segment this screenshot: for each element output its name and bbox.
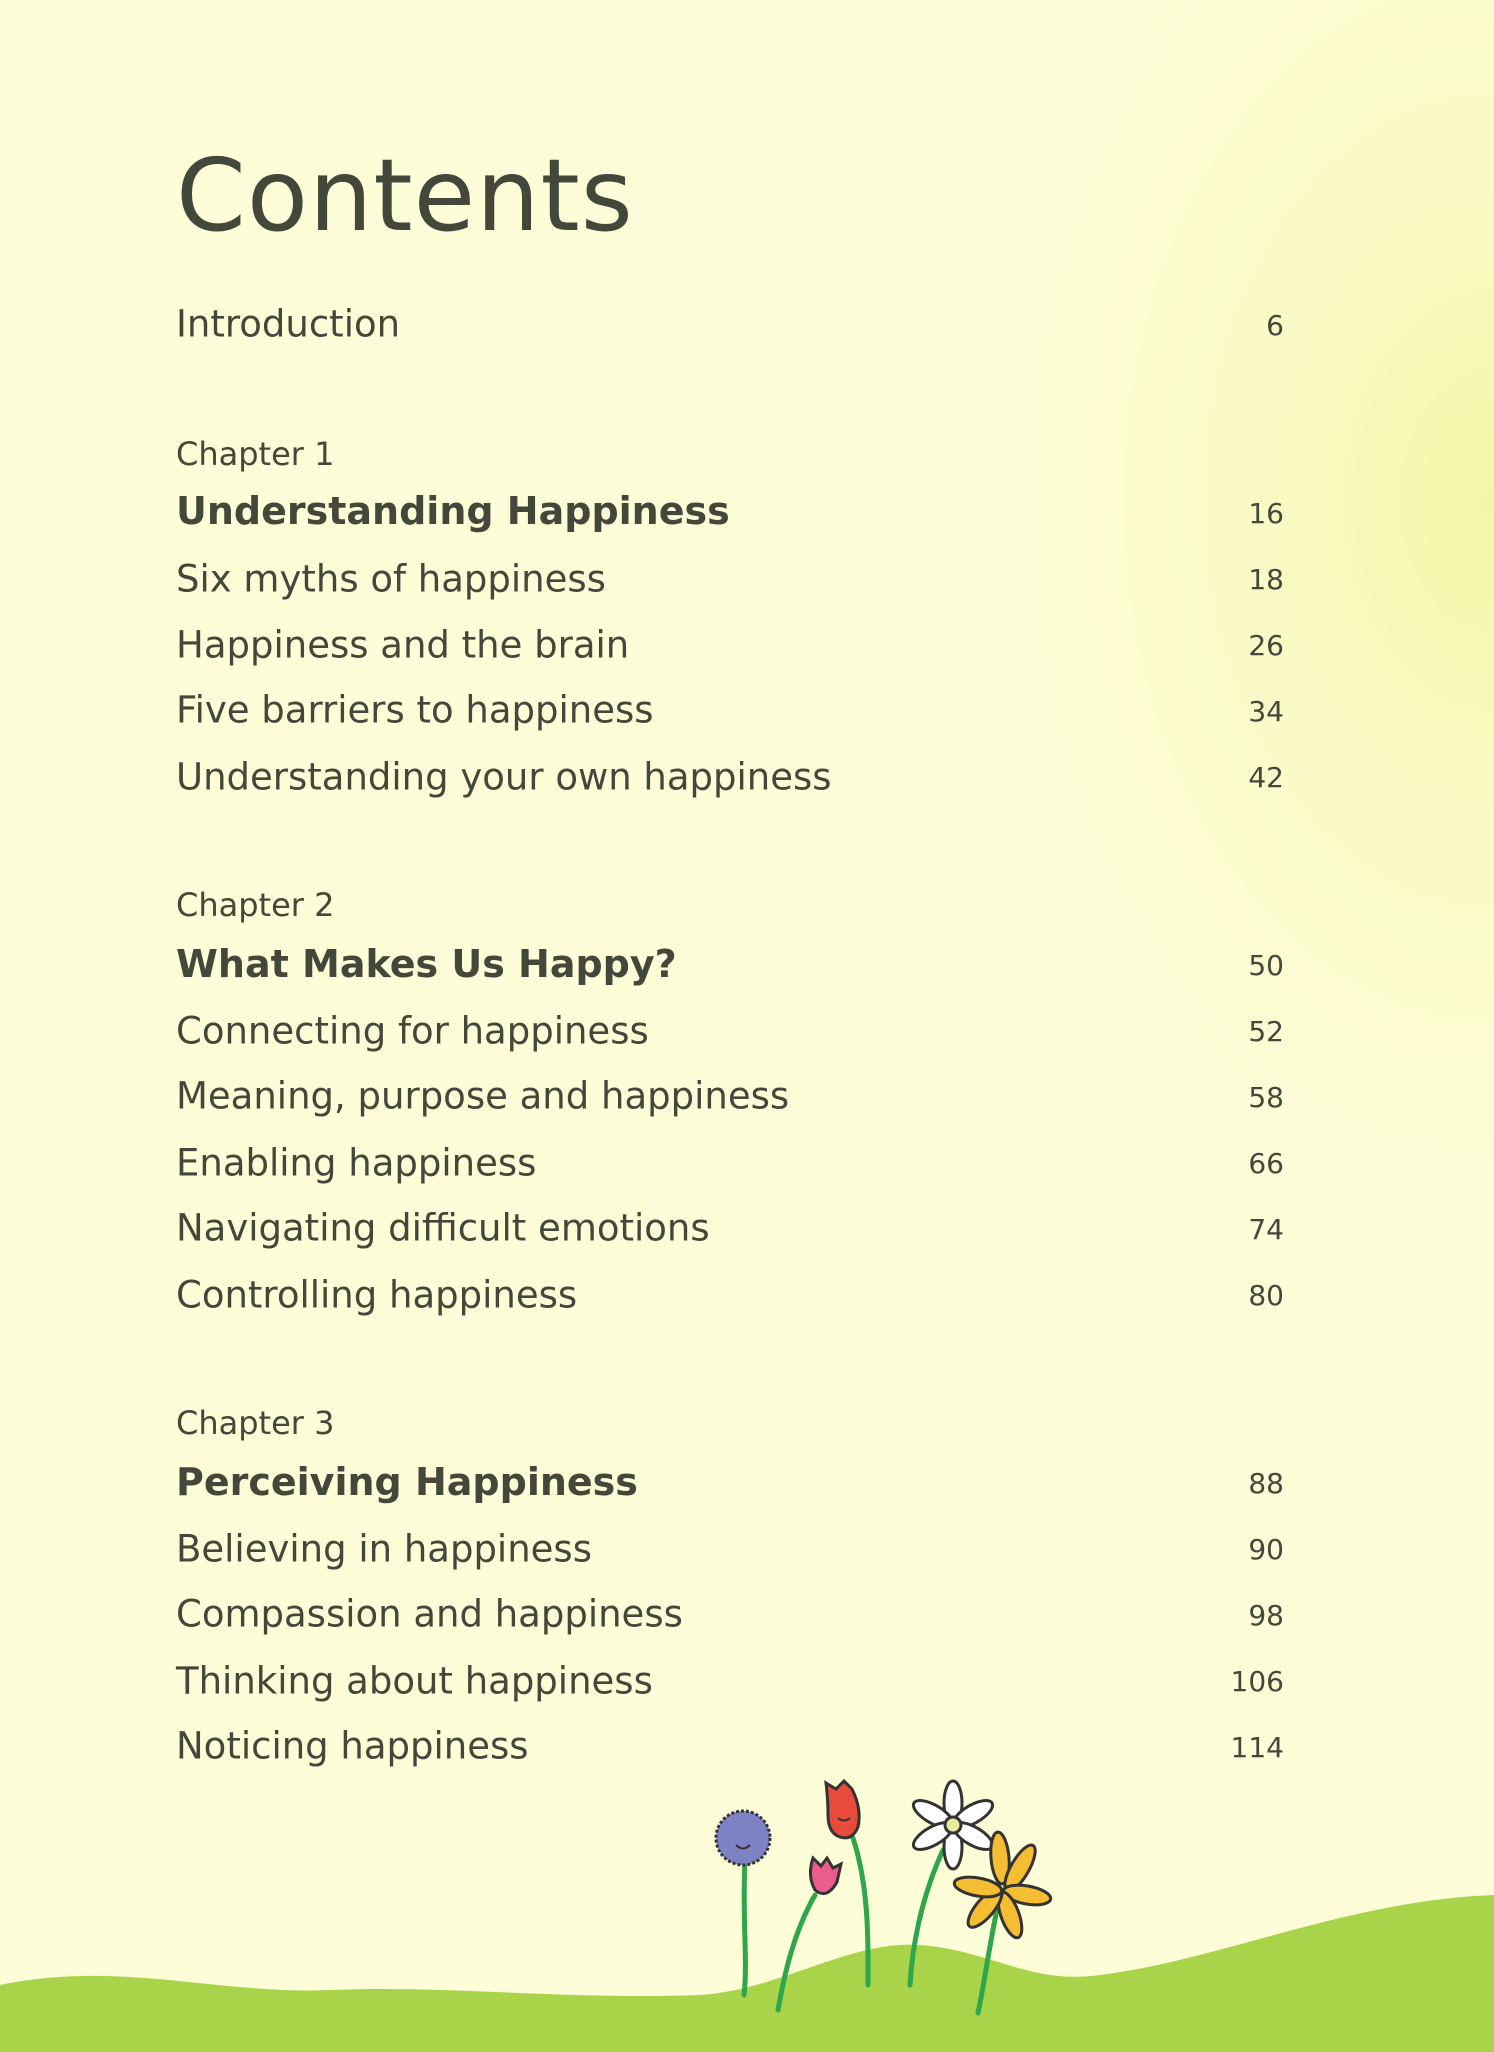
page-number: 6	[1266, 309, 1284, 342]
toc-entry[interactable]: Happiness and the brain	[176, 623, 630, 667]
white-flower-icon	[909, 1781, 996, 1869]
page-number: 88	[1248, 1467, 1284, 1500]
page-number: 106	[1230, 1665, 1284, 1698]
toc-entry[interactable]: Understanding your own happiness	[176, 755, 832, 799]
page-number: 42	[1248, 761, 1284, 794]
page-number: 58	[1248, 1081, 1284, 1114]
page-title: Contents	[176, 137, 634, 254]
toc-entry[interactable]: Connecting for happiness	[176, 1009, 649, 1053]
chapter-label: Chapter 2	[176, 886, 335, 924]
page-number: 114	[1230, 1731, 1284, 1764]
red-tulip-icon	[826, 1781, 859, 1838]
page-number: 34	[1248, 695, 1284, 728]
toc-entry[interactable]: Six myths of happiness	[176, 557, 606, 601]
toc-entry[interactable]: Noticing happiness	[176, 1724, 529, 1768]
page-number: 74	[1248, 1213, 1284, 1246]
yellow-flower-icon	[953, 1831, 1052, 1940]
page-number: 18	[1248, 563, 1284, 596]
page-number: 80	[1248, 1279, 1284, 1312]
toc-entry[interactable]: Navigating difficult emotions	[176, 1206, 710, 1250]
toc-entry[interactable]: Thinking about happiness	[176, 1659, 653, 1703]
page-number: 26	[1248, 629, 1284, 662]
chapter-label: Chapter 1	[176, 435, 335, 473]
toc-entry[interactable]: Controlling happiness	[176, 1273, 578, 1317]
toc-entry[interactable]: Enabling happiness	[176, 1141, 537, 1185]
toc-entry[interactable]: Five barriers to happiness	[176, 688, 654, 732]
chapter-title[interactable]: Understanding Happiness	[176, 489, 730, 533]
page-number: 52	[1248, 1015, 1284, 1048]
page-number: 90	[1248, 1533, 1284, 1566]
page-number: 50	[1248, 949, 1284, 982]
pink-tulip-icon	[810, 1858, 841, 1894]
blue-flower-icon	[716, 1811, 770, 1865]
page-number: 66	[1248, 1147, 1284, 1180]
page-number: 98	[1248, 1599, 1284, 1632]
chapter-title[interactable]: Perceiving Happiness	[176, 1460, 638, 1504]
chapter-label: Chapter 3	[176, 1404, 335, 1442]
page-number: 16	[1248, 497, 1284, 530]
toc-entry[interactable]: Believing in happiness	[176, 1527, 592, 1571]
toc-introduction[interactable]: Introduction	[176, 302, 401, 346]
toc-entry[interactable]: Meaning, purpose and happiness	[176, 1074, 790, 1118]
chapter-title[interactable]: What Makes Us Happy?	[176, 942, 677, 986]
toc-entry[interactable]: Compassion and happiness	[176, 1592, 683, 1636]
